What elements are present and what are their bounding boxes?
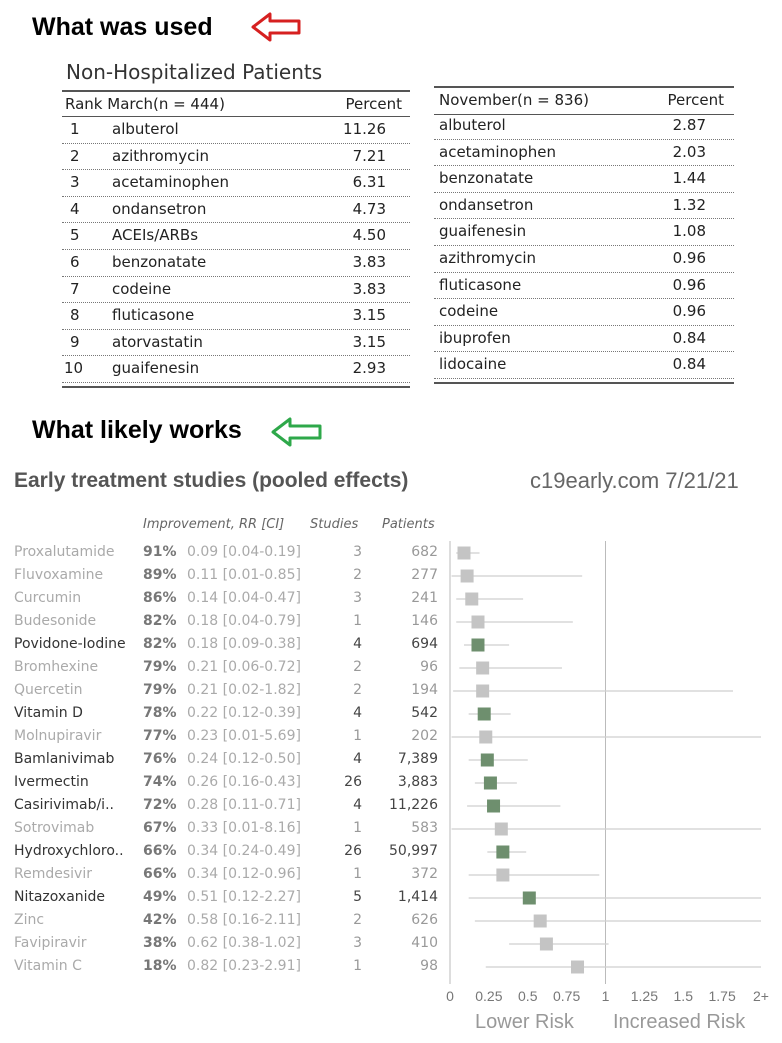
- percent-cell: 4.73: [352, 199, 386, 218]
- percent-cell: 3.83: [352, 253, 386, 271]
- drug-cell: acetaminophen: [439, 142, 556, 161]
- percent-cell: 0.96: [672, 302, 706, 321]
- improvement-value: 66%: [143, 866, 177, 882]
- percent-cell: 0.96: [672, 249, 706, 267]
- percent-cell: 1.44: [672, 169, 706, 188]
- drug-cell: guaifenesin: [439, 222, 527, 241]
- rr-marker: [478, 708, 491, 721]
- lower-risk-label: Lower Risk: [475, 1011, 574, 1033]
- rr-ci-value: 0.21 [0.06-0.72]: [187, 659, 301, 675]
- patients-value: 11,226: [389, 797, 438, 813]
- studies-value: 3: [353, 935, 362, 951]
- improvement-value: 38%: [143, 935, 177, 951]
- rank-cell: 9: [70, 332, 80, 351]
- march-header-name: Rank March(n = 444): [65, 95, 225, 113]
- treatment-name: Vitamin C: [14, 958, 82, 974]
- patients-value: 3,883: [397, 774, 438, 790]
- rr-ci-value: 0.18 [0.04-0.79]: [187, 613, 301, 629]
- studies-value: 4: [353, 751, 362, 767]
- percent-cell: 1.32: [672, 195, 706, 214]
- treatment-name: Fluvoxamine: [14, 567, 104, 583]
- drug-cell: fluticasone: [439, 275, 522, 294]
- treatment-name: Budesonide: [14, 613, 97, 629]
- patients-value: 694: [411, 636, 438, 652]
- november-header-percent: Percent: [667, 91, 724, 109]
- treatment-name: Vitamin D: [14, 705, 83, 721]
- improvement-value: 91%: [143, 544, 177, 560]
- treatment-name: Curcumin: [14, 590, 82, 606]
- rank-cell: 2: [70, 146, 80, 165]
- treatment-name: Quercetin: [14, 682, 83, 698]
- rr-marker: [457, 547, 470, 560]
- rank-cell: 6: [70, 253, 80, 271]
- percent-cell: 2.93: [352, 359, 386, 378]
- x-tick-label: 2+: [753, 988, 769, 1004]
- rr-marker: [495, 823, 508, 836]
- improvement-value: 76%: [143, 751, 177, 767]
- percent-cell: 11.26: [343, 120, 386, 138]
- improvement-value: 67%: [143, 820, 177, 836]
- rr-ci-value: 0.34 [0.12-0.96]: [187, 866, 301, 882]
- rr-ci-value: 0.21 [0.02-1.82]: [187, 682, 301, 698]
- rr-ci-value: 0.51 [0.12-2.27]: [187, 889, 301, 905]
- drug-cell: lidocaine: [439, 355, 507, 374]
- rr-marker: [484, 777, 497, 790]
- studies-value: 4: [353, 797, 362, 813]
- improvement-value: 86%: [143, 590, 177, 606]
- improvement-value: 89%: [143, 567, 177, 583]
- studies-value: 2: [353, 682, 362, 698]
- studies-value: 1: [353, 728, 362, 744]
- treatment-name: Molnupiravir: [14, 728, 102, 744]
- drug-cell: ACEIs/ARBs: [112, 226, 199, 245]
- x-tick-label: 1.5: [673, 988, 693, 1004]
- improvement-value: 49%: [143, 889, 177, 905]
- percent-cell: 3.15: [352, 332, 386, 351]
- improvement-value: 79%: [143, 659, 177, 675]
- treatment-name: Ivermectin: [14, 774, 89, 790]
- improvement-value: 82%: [143, 613, 177, 629]
- improvement-value: 79%: [143, 682, 177, 698]
- treatment-name: Zinc: [14, 912, 45, 928]
- rr-marker: [496, 846, 509, 859]
- studies-value: 3: [353, 590, 362, 606]
- rank-cell: 8: [70, 306, 80, 325]
- drug-cell: azithromycin: [112, 146, 210, 165]
- drug-cell: ondansetron: [112, 199, 207, 218]
- rr-marker: [479, 731, 492, 744]
- x-tick-label: 1: [601, 988, 610, 1004]
- studies-value: 4: [353, 705, 362, 721]
- drug-cell: azithromycin: [439, 249, 537, 267]
- rank-cell: 1: [70, 120, 80, 138]
- rr-ci-value: 0.22 [0.12-0.39]: [187, 705, 301, 721]
- november-header-name: November(n = 836): [439, 91, 589, 109]
- patients-value: 202: [411, 728, 438, 744]
- drug-cell: atorvastatin: [112, 332, 203, 351]
- drug-cell: guaifenesin: [112, 359, 200, 378]
- drug-cell: codeine: [112, 279, 172, 298]
- improvement-value: 78%: [143, 705, 177, 721]
- improvement-value: 42%: [143, 912, 177, 928]
- rr-ci-value: 0.23 [0.01-5.69]: [187, 728, 301, 744]
- x-tick-label: 0.5: [518, 988, 538, 1004]
- rank-cell: 3: [70, 173, 80, 192]
- patients-value: 96: [420, 659, 438, 675]
- rr-marker: [461, 570, 474, 583]
- x-tick-label: 1.75: [708, 988, 736, 1004]
- col-patients-header: Patients: [382, 517, 435, 532]
- percent-cell: 1.08: [672, 222, 706, 241]
- percent-cell: 6.31: [352, 173, 386, 192]
- rr-marker: [481, 754, 494, 767]
- studies-value: 1: [353, 820, 362, 836]
- patients-value: 50,997: [389, 843, 438, 859]
- percent-cell: 7.21: [352, 146, 386, 165]
- rr-ci-value: 0.14 [0.04-0.47]: [187, 590, 301, 606]
- percent-cell: 2.87: [672, 116, 706, 134]
- drug-cell: ondansetron: [439, 195, 534, 214]
- rr-ci-value: 0.24 [0.12-0.50]: [187, 751, 301, 767]
- drug-cell: albuterol: [112, 120, 179, 138]
- improvement-value: 72%: [143, 797, 177, 813]
- patients-value: 410: [411, 935, 438, 951]
- x-tick-label: 0.25: [475, 988, 503, 1004]
- treatment-name: Nitazoxanide: [14, 889, 106, 905]
- rr-marker: [476, 662, 489, 675]
- works-heading: What likely works: [32, 416, 242, 444]
- studies-value: 2: [353, 912, 362, 928]
- studies-value: 1: [353, 958, 362, 974]
- drug-cell: acetaminophen: [112, 173, 229, 192]
- rr-ci-value: 0.82 [0.23-2.91]: [187, 958, 301, 974]
- rr-marker: [496, 869, 509, 882]
- studies-value: 2: [353, 659, 362, 675]
- percent-cell: 3.15: [352, 306, 386, 325]
- studies-value: 5: [353, 889, 362, 905]
- x-tick-label: 0.75: [553, 988, 581, 1004]
- treatment-name: Sotrovimab: [14, 820, 95, 836]
- patients-value: 7,389: [397, 751, 438, 767]
- treatment-name: Bromhexine: [14, 659, 99, 675]
- x-tick-label: 0: [446, 988, 454, 1004]
- rr-marker: [540, 938, 553, 951]
- drug-cell: fluticasone: [112, 306, 195, 325]
- studies-value: 4: [353, 636, 362, 652]
- percent-cell: 3.83: [352, 279, 386, 298]
- rr-marker: [471, 616, 484, 629]
- drug-cell: benzonatate: [112, 253, 207, 271]
- improvement-value: 74%: [143, 774, 177, 790]
- drug-cell: ibuprofen: [439, 328, 511, 347]
- percent-cell: 0.96: [672, 275, 706, 294]
- rr-ci-value: 0.58 [0.16-2.11]: [187, 912, 301, 928]
- rr-ci-value: 0.34 [0.24-0.49]: [187, 843, 301, 859]
- rr-ci-value: 0.09 [0.04-0.19]: [187, 544, 301, 560]
- treatment-name: Povidone-Iodine: [14, 636, 126, 652]
- patients-value: 682: [411, 544, 438, 560]
- percent-cell: 4.50: [352, 226, 386, 245]
- patients-value: 194: [411, 682, 438, 698]
- studies-value: 1: [353, 613, 362, 629]
- rr-marker: [523, 892, 536, 905]
- studies-value: 1: [353, 866, 362, 882]
- chart-source: c19early.com 7/21/21: [530, 468, 739, 493]
- percent-cell: 2.03: [672, 142, 706, 161]
- rr-ci-value: 0.62 [0.38-1.02]: [187, 935, 301, 951]
- patients-value: 372: [411, 866, 438, 882]
- percent-cell: 0.84: [672, 355, 706, 374]
- rr-ci-value: 0.26 [0.16-0.43]: [187, 774, 301, 790]
- studies-value: 3: [353, 544, 362, 560]
- rr-marker: [571, 961, 584, 974]
- improvement-value: 82%: [143, 636, 177, 652]
- rank-cell: 7: [70, 279, 80, 298]
- rank-cell: 4: [70, 199, 80, 218]
- improvement-value: 77%: [143, 728, 177, 744]
- drug-cell: albuterol: [439, 116, 506, 134]
- patients-value: 241: [411, 590, 438, 606]
- rank-cell: 10: [64, 359, 84, 378]
- treatment-name: Hydroxychloro..: [14, 843, 124, 859]
- drug-cell: codeine: [439, 302, 499, 321]
- rr-ci-value: 0.33 [0.01-8.16]: [187, 820, 301, 836]
- patients-value: 583: [411, 820, 438, 836]
- treatment-name: Casirivimab/i..: [14, 797, 114, 813]
- rr-ci-value: 0.28 [0.11-0.71]: [187, 797, 301, 813]
- treatment-name: Bamlanivimab: [14, 751, 115, 767]
- rank-cell: 5: [70, 226, 80, 245]
- rr-ci-value: 0.18 [0.09-0.38]: [187, 636, 301, 652]
- percent-cell: 0.84: [672, 328, 706, 347]
- patients-value: 1,414: [397, 889, 438, 905]
- col-studies-header: Studies: [310, 517, 359, 532]
- patients-value: 542: [411, 705, 438, 721]
- treatment-name: Favipiravir: [14, 935, 87, 951]
- used-heading: What was used: [32, 13, 213, 41]
- increased-risk-label: Increased Risk: [613, 1011, 746, 1033]
- improvement-value: 66%: [143, 843, 177, 859]
- patients-value: 277: [411, 567, 438, 583]
- rr-marker: [534, 915, 547, 928]
- patients-value: 146: [411, 613, 438, 629]
- col-improvement-header: Improvement, RR [CI]: [143, 517, 285, 532]
- rr-ci-value: 0.11 [0.01-0.85]: [187, 567, 301, 583]
- rr-marker: [476, 685, 489, 698]
- rr-marker: [487, 800, 500, 813]
- patients-value: 98: [420, 958, 438, 974]
- chart-title: Early treatment studies (pooled effects): [14, 469, 409, 492]
- patients-value: 626: [411, 912, 438, 928]
- treatment-name: Remdesivir: [14, 866, 92, 882]
- rr-marker: [465, 593, 478, 606]
- treatment-name: Proxalutamide: [14, 544, 115, 560]
- improvement-value: 18%: [143, 958, 177, 974]
- table-title: Non-Hospitalized Patients: [66, 60, 323, 84]
- studies-value: 26: [344, 774, 362, 790]
- drug-cell: benzonatate: [439, 169, 534, 188]
- march-header-percent: Percent: [345, 95, 402, 113]
- studies-value: 26: [344, 843, 362, 859]
- studies-value: 2: [353, 567, 362, 583]
- rr-marker: [471, 639, 484, 652]
- x-tick-label: 1.25: [630, 988, 658, 1004]
